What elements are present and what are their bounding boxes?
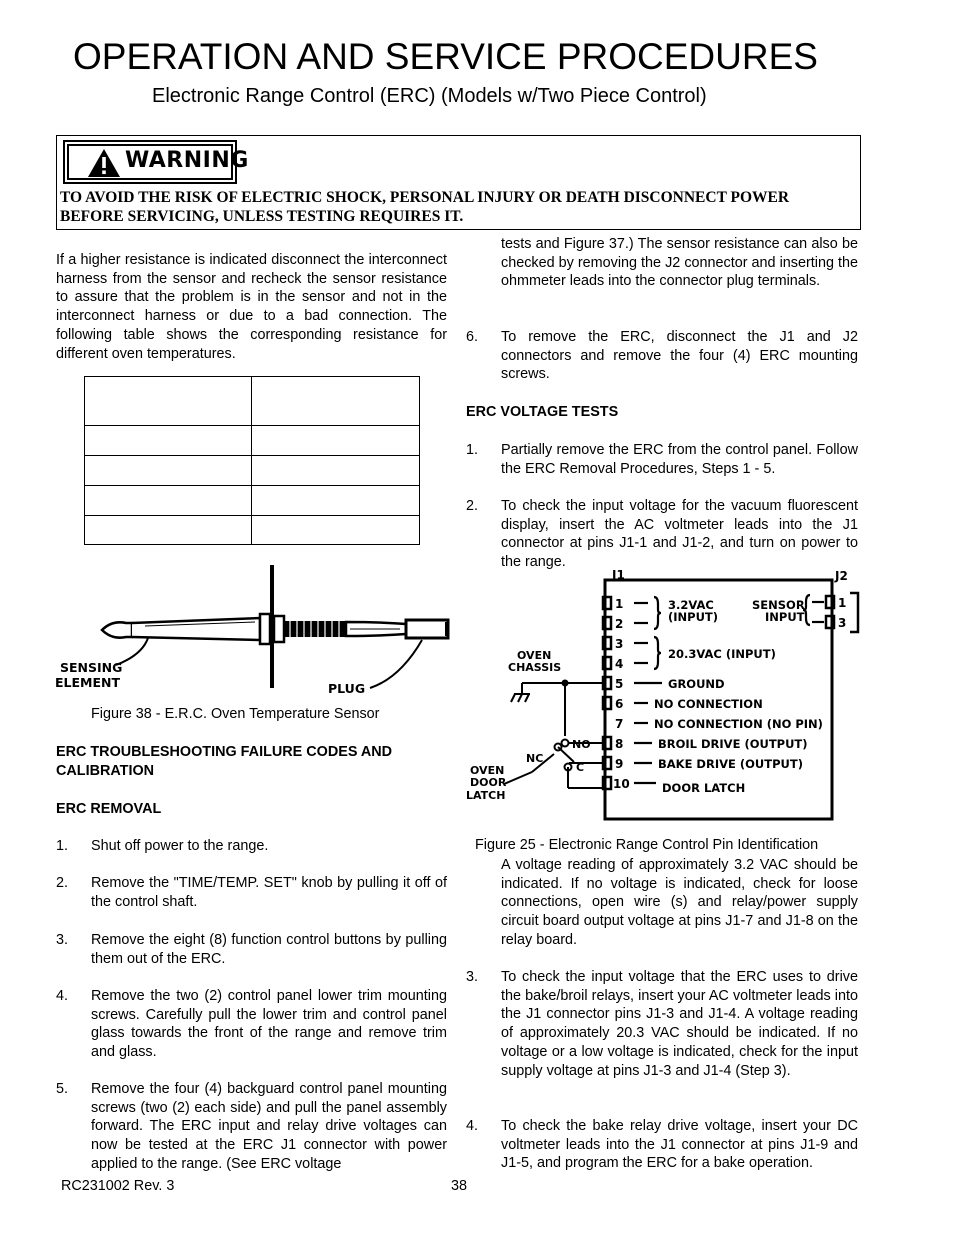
- table-cell: [252, 426, 420, 456]
- step-number: 4.: [56, 988, 69, 1004]
- pin-function-label: NO CONNECTION: [654, 697, 763, 711]
- step-number: 2.: [466, 498, 479, 514]
- switch-c-label: C: [576, 761, 585, 774]
- step-number: 1.: [466, 442, 479, 458]
- removal-heading: ERC REMOVAL: [56, 801, 162, 817]
- table-cell: [252, 486, 420, 516]
- pin-label: 7: [615, 717, 624, 731]
- oven-chassis-label: CHASSIS: [508, 661, 562, 674]
- step-text: To check the bake relay drive voltage, insert your DC voltmeter leads into the J1 connector at pins J1-9 and J1-5, and program the ERC for a bake operation.: [501, 1118, 858, 1172]
- step-number: 2.: [56, 875, 69, 891]
- j2-label: J2: [835, 569, 848, 583]
- pin-label: 6: [615, 697, 624, 711]
- pin-label: 1: [615, 597, 624, 611]
- heading-line: CALIBRATION: [56, 762, 155, 779]
- page-number: 38: [451, 1178, 468, 1194]
- pin-function-label: BROIL DRIVE (OUTPUT): [658, 737, 808, 751]
- warning-box: [56, 135, 861, 230]
- pin-label: 10: [613, 777, 630, 791]
- after-figure-paragraph: A voltage reading of approximately 3.2 VAC should be indicated. If no voltage is indicated, check for loose connections, open wire (s) and relay/power supply circuit board output voltage at pins J1-7 and J1-8 on the relay board.: [501, 857, 858, 948]
- j2-pin-label: 1: [838, 596, 847, 610]
- pin-function-label: 20.3VAC (INPUT): [668, 647, 776, 661]
- door-latch-label: DOOR: [470, 776, 507, 789]
- step-text: To check the input voltage that the ERC uses to drive the bake/broil relays, insert your AC voltmeter leads into the J1 connector pins J1-3 and J1-4. A voltage reading of approximately 20.3 VAC should be indicated. If no voltage or a low voltage is indicated, check for the input supply voltage at pins J1-3 and J1-4 (Step 3).: [501, 969, 858, 1079]
- warning-text-line: TO AVOID THE RISK OF ELECTRIC SHOCK, PERSONAL INJURY OR DEATH DISCONNECT POWER: [60, 189, 790, 206]
- step-number: 1.: [56, 838, 69, 854]
- j2-pin-label: 3: [838, 616, 847, 630]
- table-cell: [85, 456, 252, 486]
- oven-chassis-label: OVEN: [517, 649, 552, 662]
- step-text: Remove the four (4) backguard control panel mounting screws (two (2) each side) and pull the panel assembly forward. The ERC input and relay drive voltages can now be tested at the ERC J1 connector with power applied to the range. (See ERC voltage: [91, 1081, 447, 1172]
- pin-label: 2: [615, 617, 624, 631]
- table-row: [85, 377, 420, 426]
- pin-label: 8: [615, 737, 624, 751]
- sensing-element-label: SENSING: [60, 660, 123, 675]
- table-cell: [85, 516, 252, 545]
- table-cell: [252, 377, 420, 426]
- pin-function-label: NO CONNECTION (NO PIN): [654, 717, 823, 731]
- warning-badge: [63, 140, 249, 184]
- table-cell: [85, 486, 252, 516]
- page-subtitle: Electronic Range Control (ERC) (Models w/Two Piece Control): [152, 85, 707, 107]
- oven-temperature-sensor-figure: [50, 560, 460, 700]
- step-number: 4.: [466, 1118, 479, 1134]
- step-number: 5.: [56, 1081, 69, 1097]
- pin-label: 4: [615, 657, 624, 671]
- step-number: 3.: [56, 932, 69, 948]
- j1-label: J1: [612, 568, 625, 582]
- document-id: RC231002 Rev. 3: [61, 1178, 175, 1194]
- intro-paragraph: If a higher resistance is indicated disconnect the interconnect harness from the sensor and recheck the sensor resistance to assure that the problem is in the sensor and not in the interconnect harness or due to a bad connection. The following table shows the corresponding resistance for different oven temperatures.: [56, 252, 447, 362]
- table-cell: [85, 426, 252, 456]
- resistance-table: [84, 376, 420, 545]
- pin-label: 9: [615, 757, 624, 771]
- warning-triangle-icon: [87, 148, 121, 178]
- pin-function-label: 3.2VAC: [668, 598, 714, 612]
- warning-label: WARNING: [125, 148, 249, 173]
- figure-25-caption: Figure 25 - Electronic Range Control Pin Identification: [475, 837, 819, 853]
- switch-nc-label: NC: [526, 752, 544, 765]
- step-text: Shut off power to the range.: [91, 838, 269, 854]
- continued-paragraph: tests and Figure 37.) The sensor resistance can also be checked by removing the J2 connector and inserting the ohmmeter leads into the connector plug terminals.: [501, 236, 858, 290]
- warning-text-line: BEFORE SERVICING, UNLESS TESTING REQUIRES IT.: [60, 208, 464, 225]
- figure-38-caption: Figure 38 - E.R.C. Oven Temperature Sensor: [91, 706, 380, 722]
- step-text: Remove the two (2) control panel lower trim mounting screws. Carefully pull the lower trim and control panel glass towards the front of the range and remove trim and glass.: [91, 988, 447, 1061]
- step-text: To remove the ERC, disconnect the J1 and J2 connectors and remove the four (4) ERC mounting screws.: [501, 329, 858, 383]
- troubleshooting-heading: [56, 743, 447, 780]
- table-cell: [252, 456, 420, 486]
- step-text: Partially remove the ERC from the control panel. Follow the ERC Removal Procedures, Steps 1 - 5.: [501, 442, 858, 477]
- step-number: 3.: [466, 969, 479, 985]
- warning-text: [60, 188, 855, 226]
- page-title: OPERATION AND SERVICE PROCEDURES: [73, 36, 818, 77]
- table-row: [85, 486, 420, 516]
- step-text: To check the input voltage for the vacuum fluorescent display, insert the AC voltmeter leads into the J1 connector at pins J1-1 and J1-2, and turn on power to the range.: [501, 498, 858, 571]
- pin-function-label: DOOR LATCH: [662, 781, 746, 795]
- switch-no-label: NO: [572, 738, 591, 751]
- door-latch-label: OVEN: [470, 764, 505, 777]
- pin-function-label: SENSOR: [752, 598, 805, 612]
- table-row: [85, 426, 420, 456]
- pin-function-label: (INPUT): [668, 610, 719, 624]
- table-cell: [252, 516, 420, 545]
- step-text: Remove the "TIME/TEMP. SET" knob by pulling it off of the control shaft.: [91, 875, 447, 910]
- table-row: [85, 516, 420, 545]
- voltage-tests-heading: ERC VOLTAGE TESTS: [466, 404, 619, 420]
- step-text: Remove the eight (8) function control buttons by pulling them out of the ERC.: [91, 932, 447, 967]
- sensing-element-label: ELEMENT: [55, 675, 121, 690]
- heading-line: ERC TROUBLESHOOTING FAILURE CODES AND: [56, 744, 393, 760]
- erc-pin-identification-diagram: [462, 566, 872, 828]
- table-row: [85, 456, 420, 486]
- pin-function-label: BAKE DRIVE (OUTPUT): [658, 757, 803, 771]
- plug-label: PLUG: [328, 681, 366, 696]
- pin-function-label: INPUT: [765, 610, 805, 624]
- pin-label: 5: [615, 677, 624, 691]
- door-latch-label: LATCH: [466, 789, 506, 802]
- step-number: 6.: [466, 329, 479, 345]
- pin-function-label: GROUND: [668, 677, 725, 691]
- table-cell: [85, 377, 252, 426]
- pin-label: 3: [615, 637, 624, 651]
